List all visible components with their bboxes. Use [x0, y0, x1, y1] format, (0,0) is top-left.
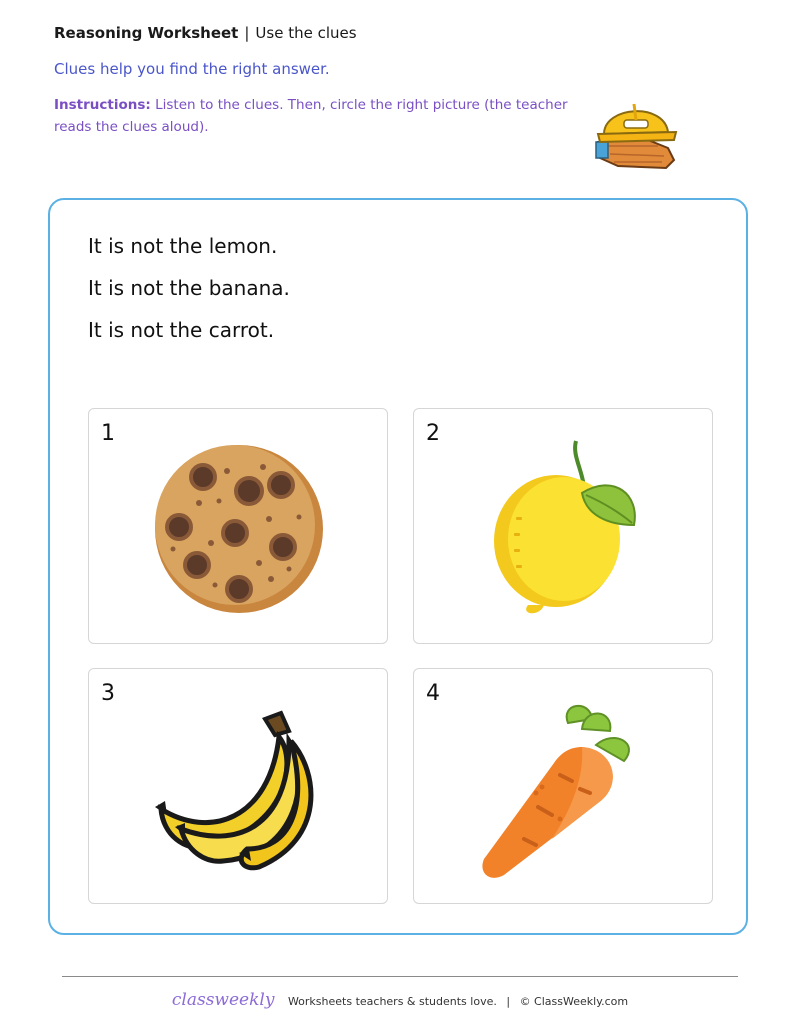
answer-card-4[interactable]	[413, 668, 713, 904]
answer-card-2[interactable]	[413, 408, 713, 644]
card-number: 2	[426, 421, 440, 446]
instructions-text: Listen to the clues. Then, circle the right picture (the teacher reads the clues aloud).	[54, 97, 568, 135]
clue-3: It is not the carrot.	[88, 318, 275, 342]
footer-separator: |	[506, 995, 511, 1008]
hard-hat-gloves-icon	[588, 92, 684, 182]
instructions	[54, 94, 574, 138]
card-number: 1	[101, 421, 115, 446]
lemon-icon	[464, 429, 664, 629]
footer	[0, 990, 800, 1010]
title-rest: Use the clues	[255, 24, 357, 42]
card-number: 3	[101, 681, 115, 706]
worksheet-title	[54, 24, 574, 46]
banana-icon	[139, 689, 339, 889]
answer-card-3[interactable]	[88, 668, 388, 904]
clue-list	[88, 230, 290, 356]
card-number: 4	[426, 681, 440, 706]
answer-card-1[interactable]	[88, 408, 388, 644]
worksheet-header	[54, 24, 574, 138]
worksheet-subtitle: Clues help you find the right answer.	[54, 60, 330, 78]
title-bold: Reasoning Worksheet	[54, 24, 239, 42]
title-separator: |	[244, 24, 250, 42]
instructions-lead: Instructions:	[54, 97, 151, 113]
clue-2: It is not the banana.	[88, 276, 290, 300]
brand-logo: classweekly	[171, 990, 275, 1010]
clue-1: It is not the lemon.	[88, 234, 278, 258]
clue-panel	[48, 198, 748, 935]
footer-divider	[62, 976, 738, 977]
carrot-icon	[464, 689, 664, 889]
footer-copyright: © ClassWeekly.com	[519, 995, 629, 1008]
cookie-icon	[139, 429, 339, 629]
footer-tagline: Worksheets teachers & students love.	[287, 995, 497, 1008]
